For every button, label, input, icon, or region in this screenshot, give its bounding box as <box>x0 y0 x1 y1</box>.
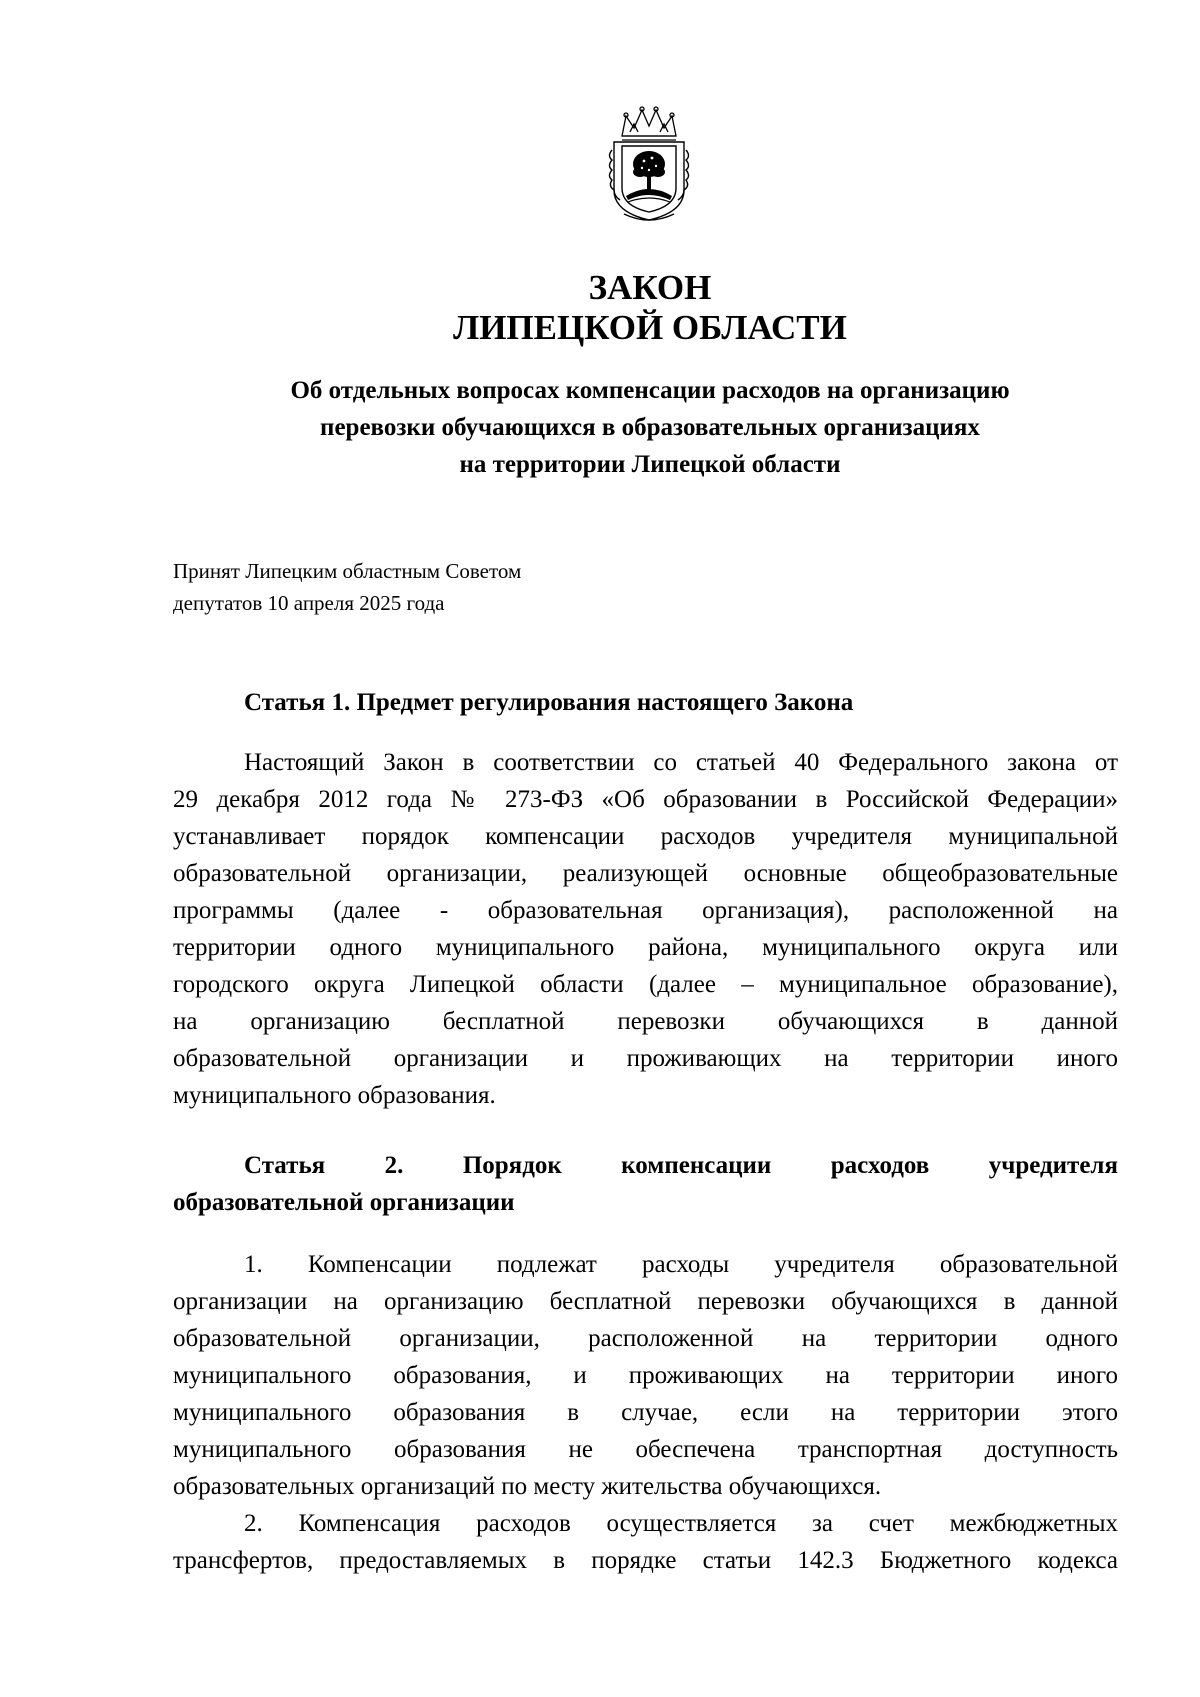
subtitle-line-2: перевозки обучающихся в образовательных организациях <box>320 414 980 441</box>
article-2-p2-line: 2. Компенсация расходов осуществляется за счет межбюджетных <box>244 1510 1118 1537</box>
article-1-line: на организацию бесплатной перевозки обучающихся в данной <box>173 1008 1118 1035</box>
article-2-paragraph-1 <box>173 1246 1118 1505</box>
article-2-p1-line: образовательных организаций по месту жительства обучающихся. <box>173 1473 882 1500</box>
article-1-line: Настоящий Закон в соответствии со статьей 40 Федерального закона от <box>244 749 1118 776</box>
article-2-p1-line: муниципального образования не обеспечена транспортная доступность <box>173 1436 1118 1463</box>
article-2-p1-line: муниципального образования, и проживающих на территории иного <box>173 1362 1118 1389</box>
subtitle-line-3: на территории Липецкой области <box>459 451 841 478</box>
article-2-heading <box>173 1147 1118 1221</box>
article-1-line: программы (далее - образовательная организация), расположенной на <box>173 897 1118 924</box>
article-2-p1-line: 1. Компенсации подлежат расходы учредителя образовательной <box>244 1251 1118 1278</box>
adoption-line-1: Принят Липецким областным Советом <box>173 559 522 583</box>
article-1-line: территории одного муниципального района, муниципального округа или <box>173 934 1118 961</box>
article-1-heading: Статья 1. Предмет регулирования настоящего Закона <box>244 689 854 716</box>
document-subtitle <box>220 372 1080 483</box>
subtitle-line-1: Об отдельных вопросах компенсации расходов на организацию <box>290 377 1010 404</box>
article-1-body <box>173 744 1118 1114</box>
adoption-line-2: депутатов 10 апреля 2025 года <box>173 591 445 615</box>
article-2-p1-line: организации на организацию бесплатной перевозки обучающихся в данной <box>173 1288 1118 1315</box>
article-2-p2-line: трансфертов, предоставляемых в порядке статьи 142.3 Бюджетного кодекса <box>173 1547 1118 1574</box>
article-1-line: образовательной организации, реализующей основные общеобразовательные <box>173 860 1118 887</box>
lipetsk-oblast-coat-of-arms-icon <box>604 106 694 224</box>
article-1-line: устанавливает порядок компенсации расходов учредителя муниципальной <box>173 823 1118 850</box>
adoption-note <box>173 555 521 619</box>
article-1-line: 29 декабря 2012 года № 273-ФЗ «Об образовании в Российской Федерации» <box>173 786 1118 813</box>
article-2-p1-line: муниципального образования в случае, если на территории этого <box>173 1399 1118 1426</box>
article-2-heading-line-2: образовательной организации <box>173 1189 515 1216</box>
document-title <box>0 268 1200 348</box>
article-1-line: городского округа Липецкой области (далее – муниципальное образование), <box>173 971 1118 998</box>
title-line-2: ЛИПЕЦКОЙ ОБЛАСТИ <box>453 308 847 347</box>
article-1-line: муниципального образования. <box>173 1082 496 1109</box>
article-1-line: образовательной организации и проживающих на территории иного <box>173 1045 1118 1072</box>
article-2-p1-line: образовательной организации, расположенной на территории одного <box>173 1325 1118 1352</box>
article-2-paragraph-2 <box>173 1505 1118 1579</box>
title-line-1: ЗАКОН <box>588 268 712 307</box>
article-2-heading-line-1: Статья 2. Порядок компенсации расходов учредителя <box>244 1152 1118 1179</box>
